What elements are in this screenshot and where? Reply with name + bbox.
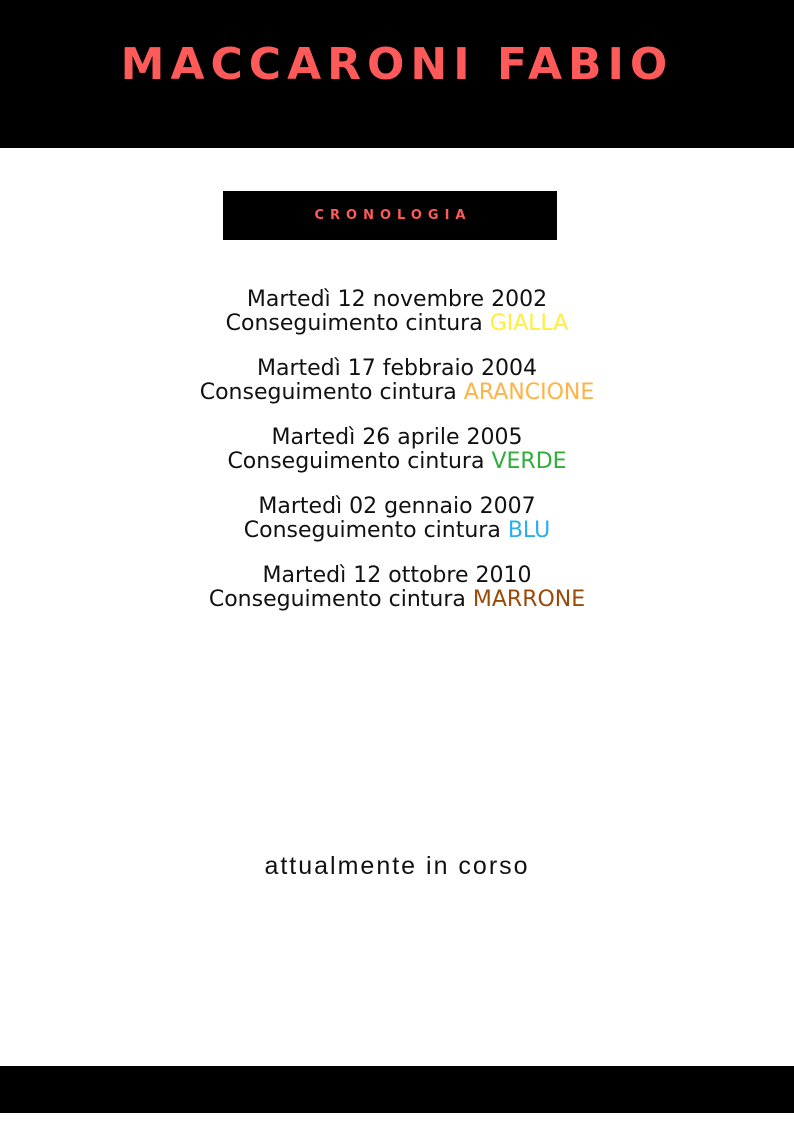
belt-color-label: MARRONE — [472, 587, 586, 612]
entry-label: Conseguimento cintura — [227, 449, 485, 474]
entry-text — [0, 588, 794, 612]
belt-color-label: BLU — [507, 518, 551, 543]
entry-text — [0, 381, 794, 405]
timeline-entry — [0, 357, 794, 426]
section-header-box — [223, 191, 557, 240]
entry-label: Conseguimento cintura — [199, 380, 457, 405]
entry-date: Martedì 26 aprile 2005 — [271, 425, 523, 450]
section-title: CRONOLOGIA — [314, 208, 472, 223]
footer-bar — [0, 1066, 794, 1113]
entry-date: Martedì 12 ottobre 2010 — [262, 563, 532, 588]
entry-text — [0, 519, 794, 543]
entry-label: Conseguimento cintura — [225, 311, 483, 336]
belt-color-label: ARANCIONE — [463, 380, 595, 405]
entry-label: Conseguimento cintura — [208, 587, 466, 612]
timeline-entry — [0, 426, 794, 495]
entry-date: Martedì 17 febbraio 2004 — [256, 356, 538, 381]
timeline-entry — [0, 564, 794, 633]
entry-date: Martedì 02 gennaio 2007 — [258, 494, 536, 519]
entry-text — [0, 312, 794, 336]
timeline-entry — [0, 288, 794, 357]
entry-label: Conseguimento cintura — [243, 518, 501, 543]
entry-text — [0, 450, 794, 474]
belt-color-label: GIALLA — [489, 311, 569, 336]
header-bar — [0, 0, 794, 148]
belt-color-label: VERDE — [491, 449, 567, 474]
entry-date: Martedì 12 novembre 2002 — [246, 287, 548, 312]
page-title: MACCARONI FABIO — [120, 39, 674, 90]
timeline — [0, 288, 794, 633]
status-text: attualmente in corso — [264, 852, 530, 880]
timeline-entry — [0, 495, 794, 564]
